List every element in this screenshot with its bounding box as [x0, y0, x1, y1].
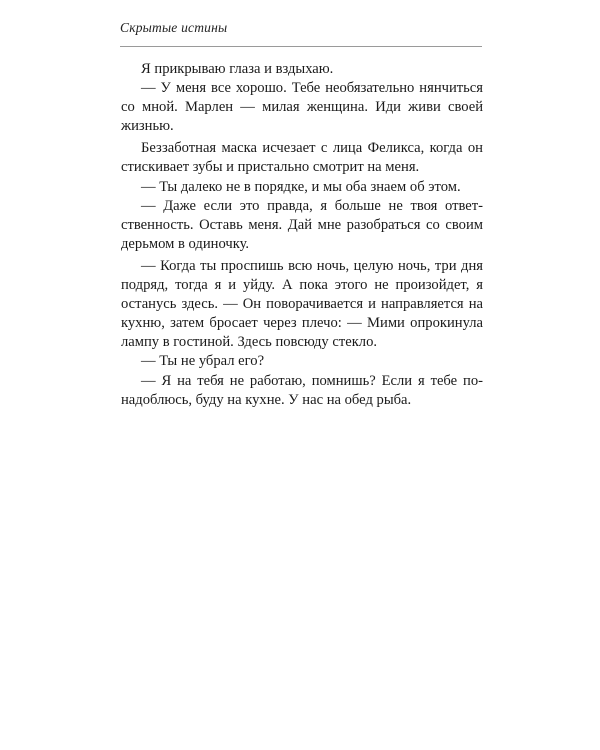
paragraph-6: — Когда ты проспишь всю ночь, целую ночь, три дня подряд, тогда я и уйду. А пока этого не произойдет, я останусь здесь. — Он поворачивается и направляется на кухню, затем бросает через плечо: — Мими опрокинула лампу в гостиной. Здесь повсюду стекло. [121, 257, 483, 351]
paragraph-2: — У меня все хорошо. Тебе необязательно нянчиться со мной. Марлен — милая женщина. Иди живи своей жизнью. [121, 80, 483, 135]
paragraph-1: Я прикрываю глаза и вздыхаю. [141, 61, 334, 77]
header-rule [120, 46, 482, 47]
body-text [121, 60, 483, 410]
paragraph-4: — Ты далеко не в порядке, и мы оба знаем об этом. [141, 178, 461, 195]
paragraph-7: — Ты не убрал его? [141, 353, 265, 370]
paragraph-5: — Даже если это правда, я больше не твоя ответственность. Оставь меня. Дай мне разобраться со своим дерьмом в одиночку. [121, 197, 483, 252]
running-header-title: Скрытые истины [120, 20, 228, 35]
paragraph-3: Беззаботная маска исчезает с лица Феликса, когда он стискивает зубы и пристально смотрит на меня. [121, 140, 483, 176]
paragraph-8: — Я на тебя не работаю, помнишь? Если я тебе понадоблюсь, буду на кухне. У нас на обед рыба. [121, 372, 483, 408]
